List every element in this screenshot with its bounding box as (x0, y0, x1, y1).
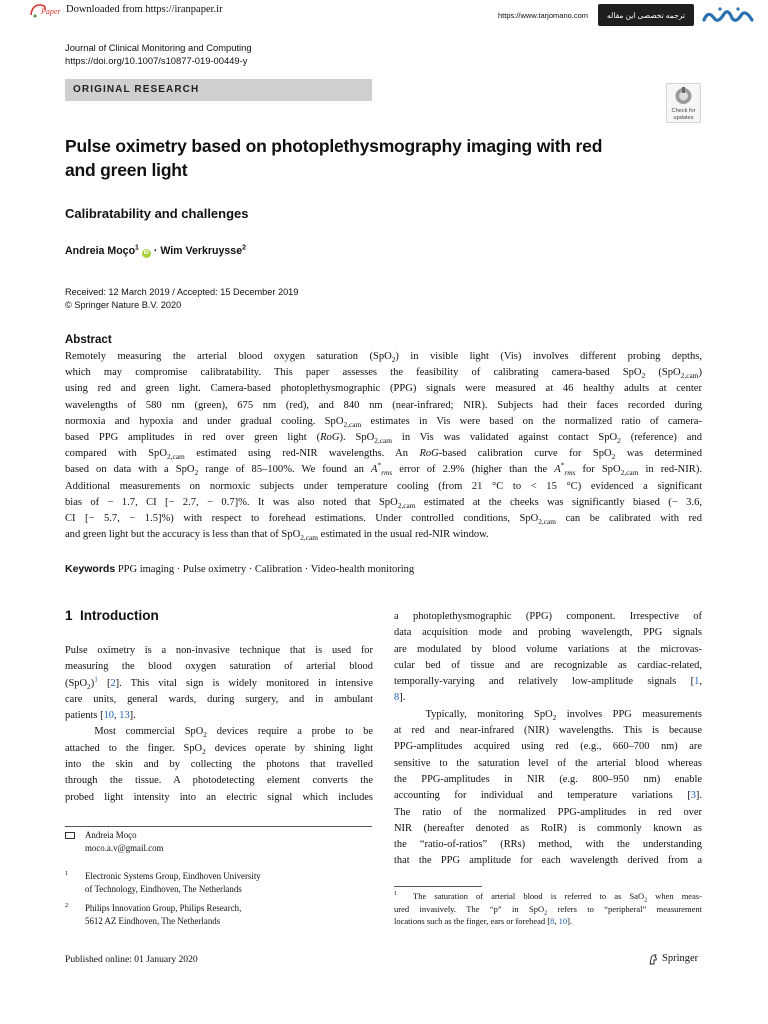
corresponding-email[interactable]: moco.a.v@gmail.com (85, 843, 164, 853)
abstract-line: CI [− 5.7, − 1.5]%) with respect to forehead estimations. Under controlled conditions, SpO$_{2,cam}$ can be calibrated with red (65, 513, 702, 527)
abstract-line: using red and green light. Camera-based photoplethysmographic (PPG) signals were measured at 46 healthy adults at center (65, 383, 702, 395)
abstract-line: normoxia and hypoxia and under gradual cooling. SpO$_{2,cam}$ estimates in Vis were based on the normalized ratio of camera- (65, 415, 702, 429)
body-line: measuring the blood oxygen saturation of arterial blood (65, 661, 373, 673)
body-line: Most commercial SpO$_2$ devices require a probe to be (65, 726, 373, 740)
author-name[interactable]: Wim Verkruysse (160, 245, 243, 257)
body-line: sensitive to the saturation level of the arterial blood whereas (394, 757, 702, 769)
author-name[interactable]: Andreia Moço (65, 245, 136, 257)
tarjomano-translation-button[interactable]: ترجمه تخصصی این مقاله (598, 4, 694, 26)
footnote-line: ured invasively. The “p” in SpO$_2$ refers to “peripheral” measurement (394, 903, 702, 917)
body-line: the PPG-amplitudes in NIR (e.g. 800–950 nm) enable (394, 773, 702, 785)
keywords-label: Keywords (65, 563, 116, 575)
publisher-name: Springer (662, 953, 699, 964)
article-title: Pulse oximetry based on photoplethysmography imaging with red and green light (65, 136, 603, 180)
body-line: cular bed of tissue and are recognizable as cardiac-related, (394, 659, 702, 671)
published-online-date: Published online: 01 January 2020 (65, 954, 198, 965)
body-line: probed light intensity into an electric signal which includes (65, 791, 373, 803)
body-line: (SpO$_2$)$^1$ [2]. This vital sign is widely monitored in intensive (65, 674, 373, 691)
abstract-line: which may compromise calibratability. This paper assesses the feasibility of calibrating camera-based SpO$_2$ (SpO$_{2,cam}$) (65, 367, 703, 381)
journal-name: Journal of Clinical Monitoring and Computing (65, 42, 252, 53)
body-line: a photoplethysmographic (PPG) component. Irrespective of (394, 611, 702, 622)
paper-logo-icon (28, 2, 62, 18)
tarjomano-url[interactable]: https://www.tarjomano.com (498, 11, 589, 20)
envelope-icon (65, 832, 75, 839)
abstract-line: Remotely measuring the arterial blood oxygen saturation (SpO$_2$) in visible light (Vis) involves different probing depths, (65, 351, 702, 365)
section-title: Introduction (80, 608, 159, 623)
tarjomano-logo-icon (700, 4, 756, 28)
article-type-ribbon (65, 79, 372, 101)
check-updates-text: Check for updates (671, 108, 696, 121)
body-line: attached to the finger. SpO$_2$ devices operate by shining light (65, 742, 373, 756)
affiliation-2: Philips Innovation Group, Philips Research, 5612 AZ Eindhoven, The Netherlands (85, 903, 242, 926)
body-line: The ratio of the normalized PPG-amplitudes in red over (394, 806, 702, 818)
author-list (65, 245, 246, 258)
body-line: temporally-varying and relatively low-amplitude signals [1, (394, 676, 702, 688)
body-left-column (65, 643, 373, 806)
body-line: 8]. (394, 692, 406, 704)
author-separator: · (150, 245, 161, 257)
download-source-text: Downloaded from https://iranpaper.ir (66, 4, 223, 15)
section-number: 1 (65, 608, 73, 623)
footnote-line: $^1$ The saturation of arterial blood is referred to as SaO$_2$ when meas- (394, 891, 702, 904)
svg-text:Paper: Paper (41, 7, 61, 16)
body-line: data acquisition mode and probing wavelength, PPG signals (394, 627, 702, 639)
abstract-line: based PPG amplitudes in red over green light (RoG). SpO$_{2,cam}$ in Vis was validated against contact SpO$_2$ (reference) and (65, 432, 703, 446)
body-line: are modulated by blood volume variations at the microvas- (394, 643, 702, 655)
check-updates-icon (667, 84, 700, 106)
article-subtitle: Calibratability and challenges (65, 206, 249, 221)
abstract-line: based on data with a SpO$_2$ range of 85–100%. We found an $A^*_{rms}$ error of 2.9% (higher than the $A^*_{rms}$ for SpO$_{2,cam}$ in red-NIR). (65, 460, 702, 478)
body-line: NIR (hereafter denoted as RoIR) is commonly known as (394, 822, 702, 834)
body-line: into the skin and by collecting the photons that travelled (65, 759, 373, 771)
body-line: through the tissue. A photodetecting element converts the (65, 775, 373, 787)
footnote-divider (65, 826, 372, 827)
abstract-text (65, 349, 702, 543)
body-line: Typically, monitoring SpO$_2$ involves PPG measurements (394, 708, 702, 722)
section-heading-introduction (65, 608, 159, 623)
journal-doi[interactable]: https://doi.org/10.1007/s10877-019-00449-y (65, 55, 248, 66)
body-line: Pulse oximetry is a non-invasive technique that is used for (65, 645, 373, 656)
body-line: PPG-amplitudes acquired using red (e.g., 660–700 nm) are (394, 741, 702, 753)
keywords-text: PPG imaging · Pulse oximetry · Calibration · Video-health monitoring (117, 564, 415, 575)
abstract-line: bias of − 1.7, CI [− 2.7, − 0.7]%. It was also noted that SpO$_{2,cam}$ estimated at the cheeks was significantly biased (− 3.6, (65, 496, 702, 510)
affiliation-marker: 2 (242, 244, 246, 252)
received-accepted-dates: Received: 12 March 2019 / Accepted: 15 December 2019 (65, 287, 299, 297)
affiliation-number: 2 (65, 902, 69, 909)
abstract-heading: Abstract (65, 334, 112, 346)
abstract-line: and green light but the accuracy is less than that of SpO$_{2,cam}$ estimated in the usual red-NIR window. (65, 529, 489, 543)
affiliation-marker: 1 (135, 244, 139, 252)
abstract-line: Additional measurements on normoxic subjects under temperature cooling (from 21 °C to < 15 °C) evidenced a significant (65, 480, 702, 492)
body-line: the “ratio-of-ratios” (RRs) method, with the understanding (394, 839, 702, 851)
body-line: accounting for individual and temperature variations [3]. (394, 790, 702, 802)
article-dates (65, 286, 298, 312)
orcid-icon[interactable]: iD (143, 250, 150, 256)
footnote-divider (394, 886, 482, 887)
abstract-line: wavelengths of 580 nm (green), 675 nm (red), and 840 nm (near-infrared; NIR). Subjects had their faces recorded during (65, 399, 702, 411)
body-line: that the PPG amplitude for each wavelength derived from a (394, 855, 702, 867)
affiliation-number: 1 (65, 870, 69, 877)
body-line: patients [10, 13]. (65, 710, 136, 722)
body-line: at red and near-infrared (NIR) wavelengths. This is because (394, 725, 702, 737)
abstract-line: compared with SpO$_{2,cam}$ estimated using red-NIR wavelengths. An RoG-based calibration curve for SpO$_2$ was determined (65, 448, 702, 462)
body-right-column (394, 609, 702, 870)
copyright-notice: © Springer Nature B.V. 2020 (65, 300, 182, 310)
article-type-label: ORIGINAL RESEARCH (73, 84, 200, 95)
body-line: care units, general wards, during surgery, and in ambulant (65, 693, 373, 705)
keywords (65, 563, 414, 575)
springer-horse-icon (648, 954, 658, 965)
corresponding-author: Andreia Moço (85, 830, 137, 840)
journal-info (65, 41, 252, 67)
affiliation-1: Electronic Systems Group, Eindhoven University of Technology, Eindhoven, The Netherlands (85, 871, 261, 894)
footnote-line: locations such as the finger, ears or forehead [8, 10]. (394, 916, 573, 927)
footnote-1 (394, 890, 702, 928)
